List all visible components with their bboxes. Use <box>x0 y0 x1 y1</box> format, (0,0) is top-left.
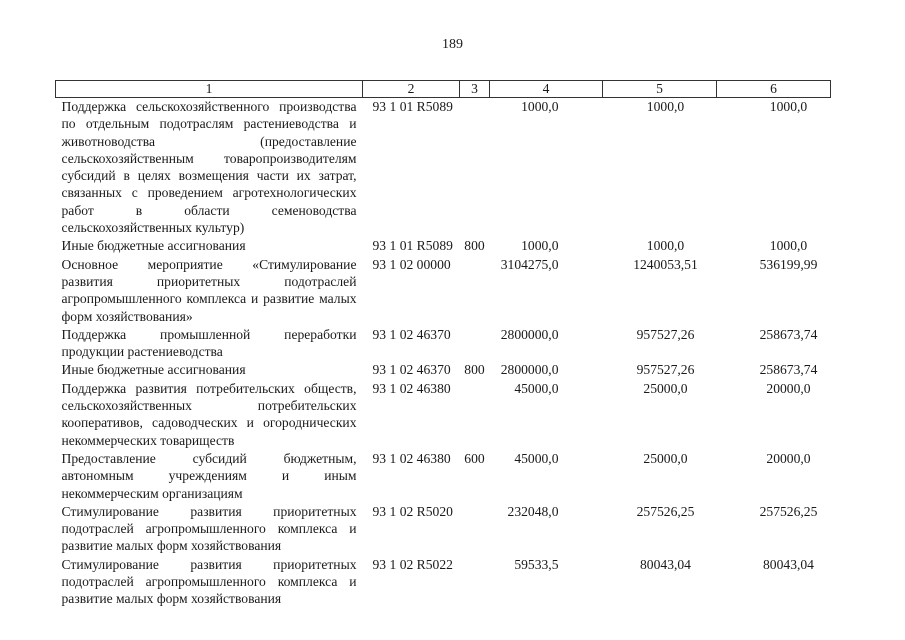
row-name: Стимулирование развития приоритетных подотраслей агропромышленного комплекса и развитие малых форм хозяйствования <box>61 503 357 554</box>
row-code: 93 1 02 R5020 <box>372 503 453 519</box>
row-value-4: 45000,0 <box>514 380 559 396</box>
table-row <box>56 361 831 379</box>
row-name: Иные бюджетные ассигнования <box>61 238 246 254</box>
row-name: Стимулирование развития приоритетных подотраслей агропромышленного комплекса и развитие малых форм хозяйствования <box>61 556 357 607</box>
row-expense-type <box>460 98 490 238</box>
table-row <box>56 450 831 503</box>
row-value-6: 536199,99 <box>759 256 818 272</box>
column-header-1: 1 <box>56 81 363 98</box>
budget-table <box>55 80 831 608</box>
row-value-6: 20000,0 <box>766 450 811 466</box>
row-value-5: 1240053,51 <box>633 256 698 272</box>
row-code: 93 1 01 R5089 <box>372 99 453 114</box>
row-code: 93 1 02 R5022 <box>372 556 453 572</box>
row-code: 93 1 02 46380 <box>372 450 451 466</box>
column-header-4: 4 <box>490 81 603 98</box>
row-code: 93 1 02 46370 <box>372 362 451 378</box>
row-value-4: 45000,0 <box>514 450 559 466</box>
row-value-6: 1000,0 <box>769 99 808 114</box>
row-value-6: 258673,74 <box>759 326 818 342</box>
table-row <box>56 556 831 608</box>
row-value-6: 80043,04 <box>763 556 814 572</box>
row-value-4: 1000,0 <box>521 99 559 114</box>
table-row <box>56 380 831 450</box>
page-number: 189 <box>442 37 463 52</box>
row-value-5: 80043,04 <box>640 556 691 572</box>
column-header-5: 5 <box>603 81 717 98</box>
table-row <box>56 326 831 362</box>
column-header-2: 2 <box>363 81 460 98</box>
table-row <box>56 237 831 255</box>
row-name: Поддержка развития потребительских обществ, сельскохозяйственных потребительских кооперативов, садоводческих и огороднических некоммерческих товариществ <box>61 380 357 448</box>
row-value-6: 1000,0 <box>769 238 808 254</box>
column-header-6: 6 <box>717 81 831 98</box>
row-value-5: 957527,26 <box>636 362 695 378</box>
row-expense-type <box>460 556 490 608</box>
row-name: Поддержка сельскохозяйственного производства по отдельным подотраслям растениеводства и животноводства (предоставление сельскохозяйственным товаропроизводителям субсидий в целях возмещения части их затрат, связанных с проведением агротехнологических работ в области семеноводства сельскохозяйственных культур) <box>61 99 357 236</box>
table-row <box>56 98 831 238</box>
row-value-5: 25000,0 <box>643 450 688 466</box>
table-row <box>56 256 831 326</box>
row-expense-type <box>460 380 490 450</box>
row-expense-type: 800 <box>464 362 485 378</box>
row-value-5: 1000,0 <box>646 238 685 254</box>
row-name: Иные бюджетные ассигнования <box>61 362 246 378</box>
row-code: 93 1 02 46370 <box>372 326 451 342</box>
row-value-6: 20000,0 <box>766 380 811 396</box>
row-value-5: 25000,0 <box>643 380 688 396</box>
row-value-5: 257526,25 <box>636 503 695 519</box>
row-expense-type: 600 <box>464 450 485 466</box>
row-value-6: 257526,25 <box>759 503 818 519</box>
row-value-6: 258673,74 <box>759 362 818 378</box>
column-header-3: 3 <box>460 81 490 98</box>
row-value-4: 2800000,0 <box>500 362 559 378</box>
row-name: Основное мероприятие «Стимулирование развития приоритетных подотраслей агропромышленного комплекса и развитие малых форм хозяйствования» <box>61 256 357 324</box>
row-value-4: 3104275,0 <box>500 256 559 272</box>
row-expense-type <box>460 256 490 326</box>
row-value-4: 232048,0 <box>507 503 559 519</box>
row-value-5: 1000,0 <box>646 99 685 114</box>
row-expense-type <box>460 326 490 362</box>
row-code: 93 1 02 46380 <box>372 380 451 396</box>
table-header-row <box>56 81 831 98</box>
row-value-4: 2800000,0 <box>500 326 559 342</box>
row-value-4: 59533,5 <box>514 556 559 572</box>
row-name: Поддержка промышленной переработки продукции растениеводства <box>61 326 357 360</box>
row-code: 93 1 01 R5089 <box>372 238 453 254</box>
row-name: Предоставление субсидий бюджетным, автономным учреждениям и иным некоммерческим организациям <box>61 450 357 501</box>
row-expense-type <box>460 503 490 556</box>
row-code: 93 1 02 00000 <box>372 256 451 272</box>
row-expense-type: 800 <box>464 238 485 254</box>
row-value-4: 1000,0 <box>521 238 559 254</box>
table-row <box>56 503 831 556</box>
row-value-5: 957527,26 <box>636 326 695 342</box>
